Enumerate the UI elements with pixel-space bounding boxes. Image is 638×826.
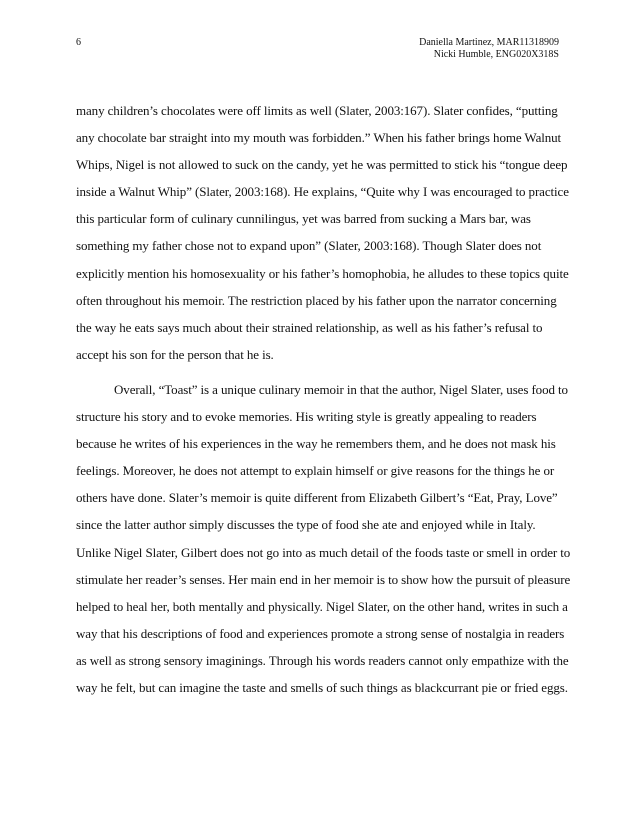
text-line: stimulate her reader’s senses. Her main end in her memoir is to show how the pursuit of pleasure bbox=[76, 571, 571, 587]
text-line: inside a Walnut Whip” (Slater, 2003:168). He explains, “Quite why I was encouraged to practice bbox=[76, 184, 569, 200]
author-line: Daniella Martinez, MAR11318909 bbox=[419, 37, 559, 48]
text-line: explicitly mention his homosexuality or his father’s homophobia, he alludes to these topics quite bbox=[76, 265, 569, 281]
text-line: structure his story and to evoke memories. His writing style is greatly appealing to readers bbox=[76, 409, 537, 425]
paragraph-spacer bbox=[76, 368, 568, 376]
text-line: helped to heal her, both mentally and physically. Nigel Slater, on the other hand, writes in such a bbox=[76, 598, 568, 614]
text-line: way that his descriptions of food and experiences promote a strong sense of nostalgia in readers bbox=[76, 625, 565, 641]
text-line: way he felt, but can imagine the taste and smells of such things as blackcurrant pie or fried eggs. bbox=[76, 679, 568, 695]
body-text bbox=[76, 97, 571, 701]
text-line: this particular form of culinary cunnilingus, yet was barred from sucking a Mars bar, was bbox=[76, 211, 531, 227]
text-line: the way he eats says much about their strained relationship, as well as his father’s refusal to bbox=[76, 319, 543, 335]
text-line: often throughout his memoir. The restriction placed by his father upon the narrator concerning bbox=[76, 292, 557, 308]
text-line: since the latter author simply discusses the type of food she ate and enjoyed while in Italy. bbox=[76, 517, 536, 533]
text-line: something my father chose not to expand upon” (Slater, 2003:168). Though Slater does not bbox=[76, 238, 542, 254]
page-number: 6 bbox=[76, 37, 81, 48]
course-line: Nicki Humble, ENG020X318S bbox=[433, 49, 559, 60]
text-line: Overall, “Toast” is a unique culinary memoir in that the author, Nigel Slater, uses food to bbox=[114, 381, 568, 397]
text-line: Whips, Nigel is not allowed to suck on the candy, yet he was permitted to stick his “tongue deep bbox=[76, 157, 568, 173]
text-line: feelings. Moreover, he does not attempt to explain himself or give reasons for the things he or bbox=[76, 463, 555, 479]
text-line: Unlike Nigel Slater, Gilbert does not go into as much detail of the foods taste or smell in order to bbox=[76, 544, 571, 560]
text-line: because he writes of his experiences in the way he remembers them, and he does not mask his bbox=[76, 436, 556, 452]
running-head bbox=[419, 37, 559, 61]
text-line: others have done. Slater’s memoir is quite different from Elizabeth Gilbert’s “Eat, Pray, Love” bbox=[76, 490, 558, 506]
text-line: accept his son for the person that he is. bbox=[76, 346, 274, 362]
paragraph-2 bbox=[76, 376, 571, 701]
text-line: as well as strong sensory imaginings. Through his words readers cannot only empathize with the bbox=[76, 652, 569, 668]
text-line: many children’s chocolates were off limits as well (Slater, 2003:167). Slater confides, “putting bbox=[76, 103, 558, 118]
paragraph-1 bbox=[76, 97, 568, 368]
text-line: any chocolate bar straight into my mouth was forbidden.” When his father brings home Walnut bbox=[76, 130, 562, 146]
